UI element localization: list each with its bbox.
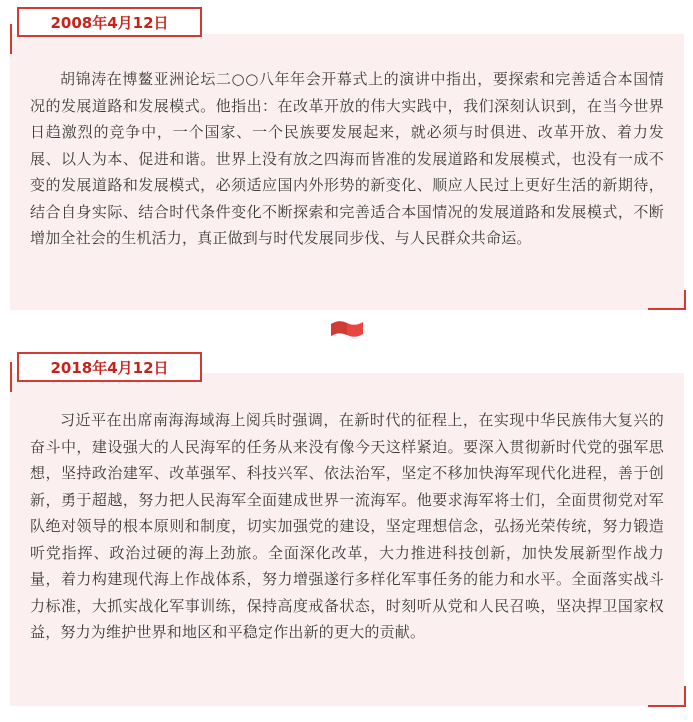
date-label: 2008年4月12日 — [50, 13, 169, 32]
card-corner-accent — [648, 705, 686, 707]
date-label: 2018年4月12日 — [50, 358, 169, 377]
card-corner-accent — [684, 290, 686, 310]
date-tab — [17, 7, 202, 37]
card-corner-accent — [10, 24, 12, 54]
card-corner-accent — [684, 686, 686, 707]
red-flag-icon — [330, 319, 364, 339]
date-tab — [17, 352, 202, 382]
card-corner-accent — [648, 308, 686, 310]
section-paragraph: 习近平在出席南海海域海上阅兵时强调，在新时代的征程上，在实现中华民族伟大复兴的奋斗中，建设强大的人民海军的任务从来没有像今天这样紧迫。要深入贯彻新时代党的强军思想，坚持政治建军、改革强军、科技兴军、依法治军，坚定不移加快海军现代化进程，善于创新，勇于超越，努力把人民海军全面建成世界一流海军。他要求海军将士们，全面贯彻党对军队绝对领导的根本原则和制度，切实加强党的建设，坚定理想信念，弘扬光荣传统，努力锻造听党指挥、政治过硬的海上劲旅。全面深化改革，大力推进科技创新，加快发展新型作战力量，着力构建现代海上作战体系，努力增强遂行多样化军事任务的能力和水平。全面落实战斗力标准，大抓实战化军事训练，保持高度戒备状态，时刻听从党和人民召唤，坚决捍卫国家权益，努力为维护世界和地区和平稳定作出新的更大的贡献。 — [30, 411, 664, 641]
section-paragraph: 胡锦涛在博鳌亚洲论坛二○○八年年会开幕式上的演讲中指出，要探索和完善适合本国情况的发展道路和发展模式。他指出：在改革开放的伟大实践中，我们深刻认识到，在当今世界日趋激烈的竞争中，一个国家、一个民族要发展起来，就必须与时俱进、改革开放、着力发展、以人为本、促进和谐。世界上没有放之四海而皆准的发展道路和发展模式，也没有一成不变的发展道路和发展模式，必须适应国内外形势的新变化、顺应人民过上更好生活的新期待，结合自身实际、结合时代条件变化不断探索和完善适合本国情况的发展道路和发展模式，不断增加全社会的生机活力，真正做到与时代发展同步伐、与人民群众共命运。 — [30, 70, 664, 247]
card-corner-accent — [10, 362, 12, 392]
